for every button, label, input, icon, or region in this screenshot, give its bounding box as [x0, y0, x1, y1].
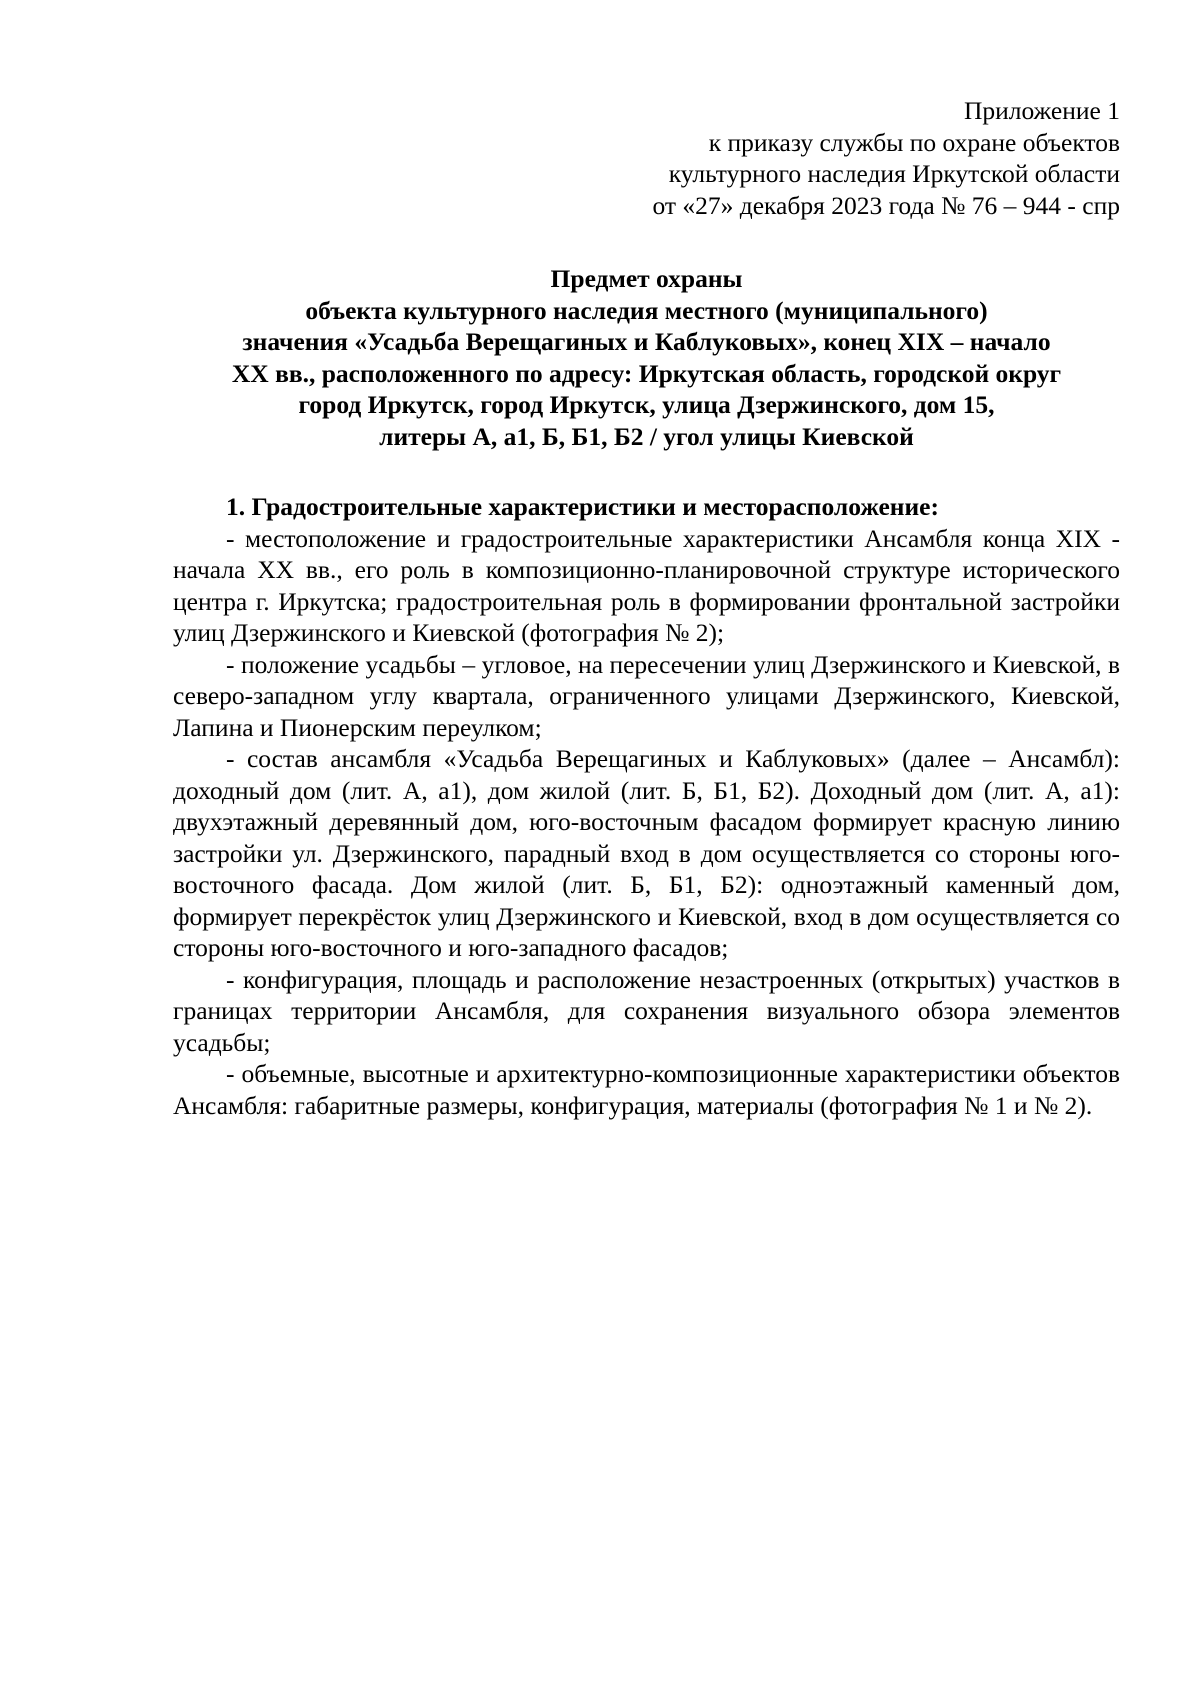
title-line-3: значения «Усадьба Верещагиных и Каблуковых», конец XIX – начало — [242, 327, 1051, 356]
title-line-4: XX вв., расположенного по адресу: Иркутская область, городской округ — [231, 358, 1062, 388]
document-title — [173, 263, 1120, 452]
section-heading: 1. Градостроительные характеристики и месторасположение: — [226, 492, 939, 521]
appendix-line-3: культурного наследия Иркутской области — [668, 159, 1120, 188]
section-1 — [173, 491, 1120, 1121]
appendix-line-2: к приказу службы по охране объектов — [708, 127, 1120, 157]
paragraph-location: - местоположение и градостроительные характеристики Ансамбля конца XIX - начала XX вв., его роль в композиционно-планировочной структуре исторического центра г. Иркутска; градостроительная роль в формировании фронтальной застройки улиц Дзержинского и Киевской (фотография № 2); — [173, 523, 1120, 647]
paragraph-position: - положение усадьбы – угловое, на пересечении улиц Дзержинского и Киевской, в северо-западном углу квартала, ограниченного улицами Дзержинского, Киевской, Лапина и Пионерским переулком; — [173, 649, 1120, 742]
title-line-6: литеры А, а1, Б, Б1, Б2 / угол улицы Киевской — [379, 421, 914, 451]
title-line-5: город Иркутск, город Иркутск, улица Дзержинского, дом 15, — [298, 390, 995, 419]
appendix-header — [652, 95, 1120, 221]
paragraph-composition: - состав ансамбля «Усадьба Верещагиных и Каблуковых» (далее – Ансамбл): доходный дом (лит. А, а1), дом жилой (лит. Б, Б1, Б2). Доходный дом (лит. А, а1): двухэтажный деревянный дом, юго-восточным фасадом формирует красную линию застройки ул. Дзержинского, парадный вход в дом осуществляется со стороны юго-восточного фасада. Дом жилой (лит. Б, Б1, Б2): одноэтажный каменный дом, формирует перекрёсток улиц Дзержинского и Киевской, вход в дом осуществляется со стороны юго-восточного и юго-западного фасадов; — [173, 744, 1120, 962]
title-line-2: объекта культурного наследия местного (муниципального) — [305, 295, 988, 325]
paragraph-open-areas: - конфигурация, площадь и расположение незастроенных (открытых) участков в границах территории Ансамбля, для сохранения визуального обзора элементов усадьбы; — [173, 964, 1120, 1057]
paragraph-volumetric: - объемные, высотные и архитектурно-композиционные характеристики объектов Ансамбля: габаритные размеры, конфигурация, материалы (фотография № 1 и № 2). — [173, 1059, 1120, 1120]
title-line-1: Предмет охраны — [550, 264, 743, 293]
appendix-line-4: от «27» декабря 2023 года № 76 – 944 - спр — [652, 190, 1120, 220]
appendix-line-1: Приложение 1 — [964, 96, 1120, 125]
